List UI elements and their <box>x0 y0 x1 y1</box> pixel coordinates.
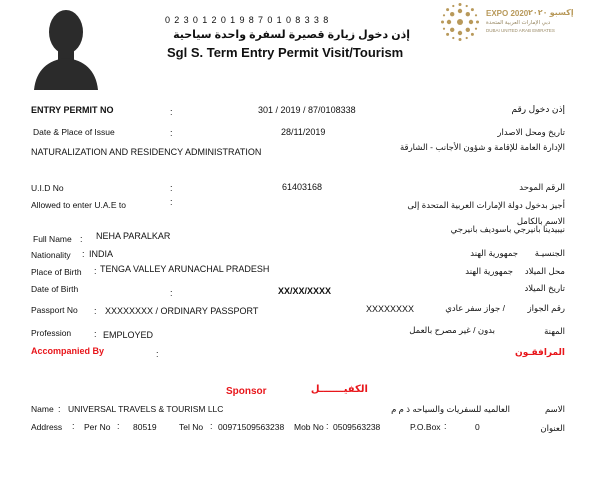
mob-colon: : <box>326 421 329 431</box>
expo-line-en: DUBAI UNITED ARAB EMIRATES <box>486 28 555 33</box>
profession-label: Profession <box>31 328 72 338</box>
address-label-ar: العنوان <box>540 423 565 433</box>
full-name-value: NEHA PARALKAR <box>96 231 171 241</box>
nationality-colon: : <box>82 249 85 259</box>
place-of-birth-label-ar: محل الميلاد <box>524 266 565 276</box>
sponsor-name-label: Name <box>31 404 54 414</box>
uid-label-ar: الرقم الموحد <box>519 182 565 192</box>
address-label: Address <box>31 422 63 432</box>
sponsor-name-label-ar: الاسم <box>545 404 565 414</box>
issuing-authority-ar: الإدارة العامة للإقامة و شؤون الأجانب - الشارقة <box>399 142 565 152</box>
uid-value: 61403168 <box>282 182 323 192</box>
place-of-birth-value-ar: جمهورية الهند <box>465 266 513 276</box>
full-name-label: Full Name <box>33 234 72 244</box>
nationality-value: INDIA <box>89 249 114 259</box>
full-name-colon: : <box>80 234 83 244</box>
place-of-birth-colon: : <box>94 266 97 276</box>
pobox-colon: : <box>444 421 447 431</box>
issuing-authority: NATURALIZATION AND RESIDENCY ADMINISTRATION <box>31 147 262 157</box>
expo-logo-icon <box>440 2 480 42</box>
dob-value: XX/XX/XXXX <box>278 286 332 296</box>
allowed-colon: : <box>170 197 173 207</box>
passport-label: Passport No <box>31 305 78 315</box>
expo-name-ar: إكسبو ٢٠٢٠ <box>528 8 574 17</box>
passport-value-alt: XXXXXXXX <box>366 304 415 314</box>
holder-photo <box>30 2 102 90</box>
profession-label-ar: المهنة <box>544 326 565 336</box>
place-of-birth-label: Place of Birth <box>31 267 82 277</box>
sponsor-title-ar: الكفيـــــــل <box>310 384 368 395</box>
accompanied-label: Accompanied By <box>31 346 105 356</box>
entry-permit-label-ar: إذن دخول رقم <box>511 104 565 114</box>
tel-colon: : <box>210 421 213 431</box>
date-place-value: 28/11/2019 <box>281 127 326 137</box>
profession-value-ar: بدون / غير مصرح بالعمل <box>409 325 495 335</box>
pobox-value: 0 <box>475 422 480 432</box>
date-place-label: Date & Place of Issue <box>33 127 115 137</box>
tel-label: Tel No <box>179 422 204 432</box>
entry-permit-label: ENTRY PERMIT NO <box>31 105 114 115</box>
per-no-colon: : <box>117 421 120 431</box>
full-name-label-ar: الاسم بالكامل <box>516 216 565 226</box>
permit-serial: 0 2 3 0 1 2 0 1 9 8 7 0 1 0 8 3 3 8 <box>165 15 330 25</box>
full-name-value-ar: نيبيدينا بانيرجي باسوديف بانيرجي <box>450 224 565 234</box>
accompanied-label-ar: المرافقـون <box>515 347 565 357</box>
dob-label-ar: تاريخ الميلاد <box>524 283 565 293</box>
per-no-label: Per No <box>84 422 111 432</box>
passport-colon: : <box>94 306 97 316</box>
mob-label: Mob No <box>294 422 324 432</box>
tel-value: 00971509563238 <box>218 422 285 432</box>
passport-label-ar: رقم الجواز <box>527 303 565 313</box>
profession-colon: : <box>94 329 97 339</box>
dob-colon: : <box>170 288 173 298</box>
uid-colon: : <box>170 183 173 193</box>
sponsor-title: Sponsor <box>226 386 267 397</box>
dob-label: Date of Birth <box>31 284 79 294</box>
per-no-value: 80519 <box>133 422 157 432</box>
date-place-label-ar: تاريخ ومحل الاصدار <box>497 127 565 137</box>
title-english: Sgl S. Term Entry Permit Visit/Tourism <box>167 45 404 60</box>
nationality-label: Nationality <box>31 250 71 260</box>
entry-permit-colon: : <box>170 107 173 117</box>
profession-value: EMPLOYED <box>103 330 154 340</box>
sponsor-name-ar: العالميه للسفريات والسياحه ذ م م <box>391 404 510 414</box>
pobox-label: P.O.Box <box>410 422 441 432</box>
passport-value: XXXXXXXX / ORDINARY PASSPORT <box>105 306 259 316</box>
entry-permit-value: 301 / 2019 / 87/0108338 <box>258 105 356 115</box>
nationality-value-ar: جمهورية الهند <box>470 248 518 258</box>
nationality-label-ar: الجنسيـة <box>534 248 565 258</box>
expo-line-ar: دبي الإمارات العربية المتحدة <box>486 20 551 26</box>
title-arabic: إذن دخول زيارة قصيرة لسفرة واحدة سياحية <box>173 29 410 41</box>
sponsor-name-colon: : <box>58 404 61 414</box>
uid-label: U.I.D No <box>31 183 64 193</box>
allowed-label: Allowed to enter U.A.E to <box>31 200 126 210</box>
sponsor-name-value: UNIVERSAL TRAVELS & TOURISM LLC <box>68 404 224 414</box>
allowed-label-ar: أجيز بدخول دولة الإمارات العربية المتحدة إلى <box>407 200 565 210</box>
date-place-colon: : <box>170 128 173 138</box>
mob-value: 0509563238 <box>333 422 381 432</box>
address-colon: : <box>72 421 75 431</box>
expo-name-en: EXPO 2020 <box>486 9 529 18</box>
place-of-birth-value: TENGA VALLEY ARUNACHAL PRADESH <box>100 264 270 274</box>
passport-value-ar: / جواز سفر عادي <box>445 303 505 313</box>
accompanied-colon: : <box>156 349 159 359</box>
